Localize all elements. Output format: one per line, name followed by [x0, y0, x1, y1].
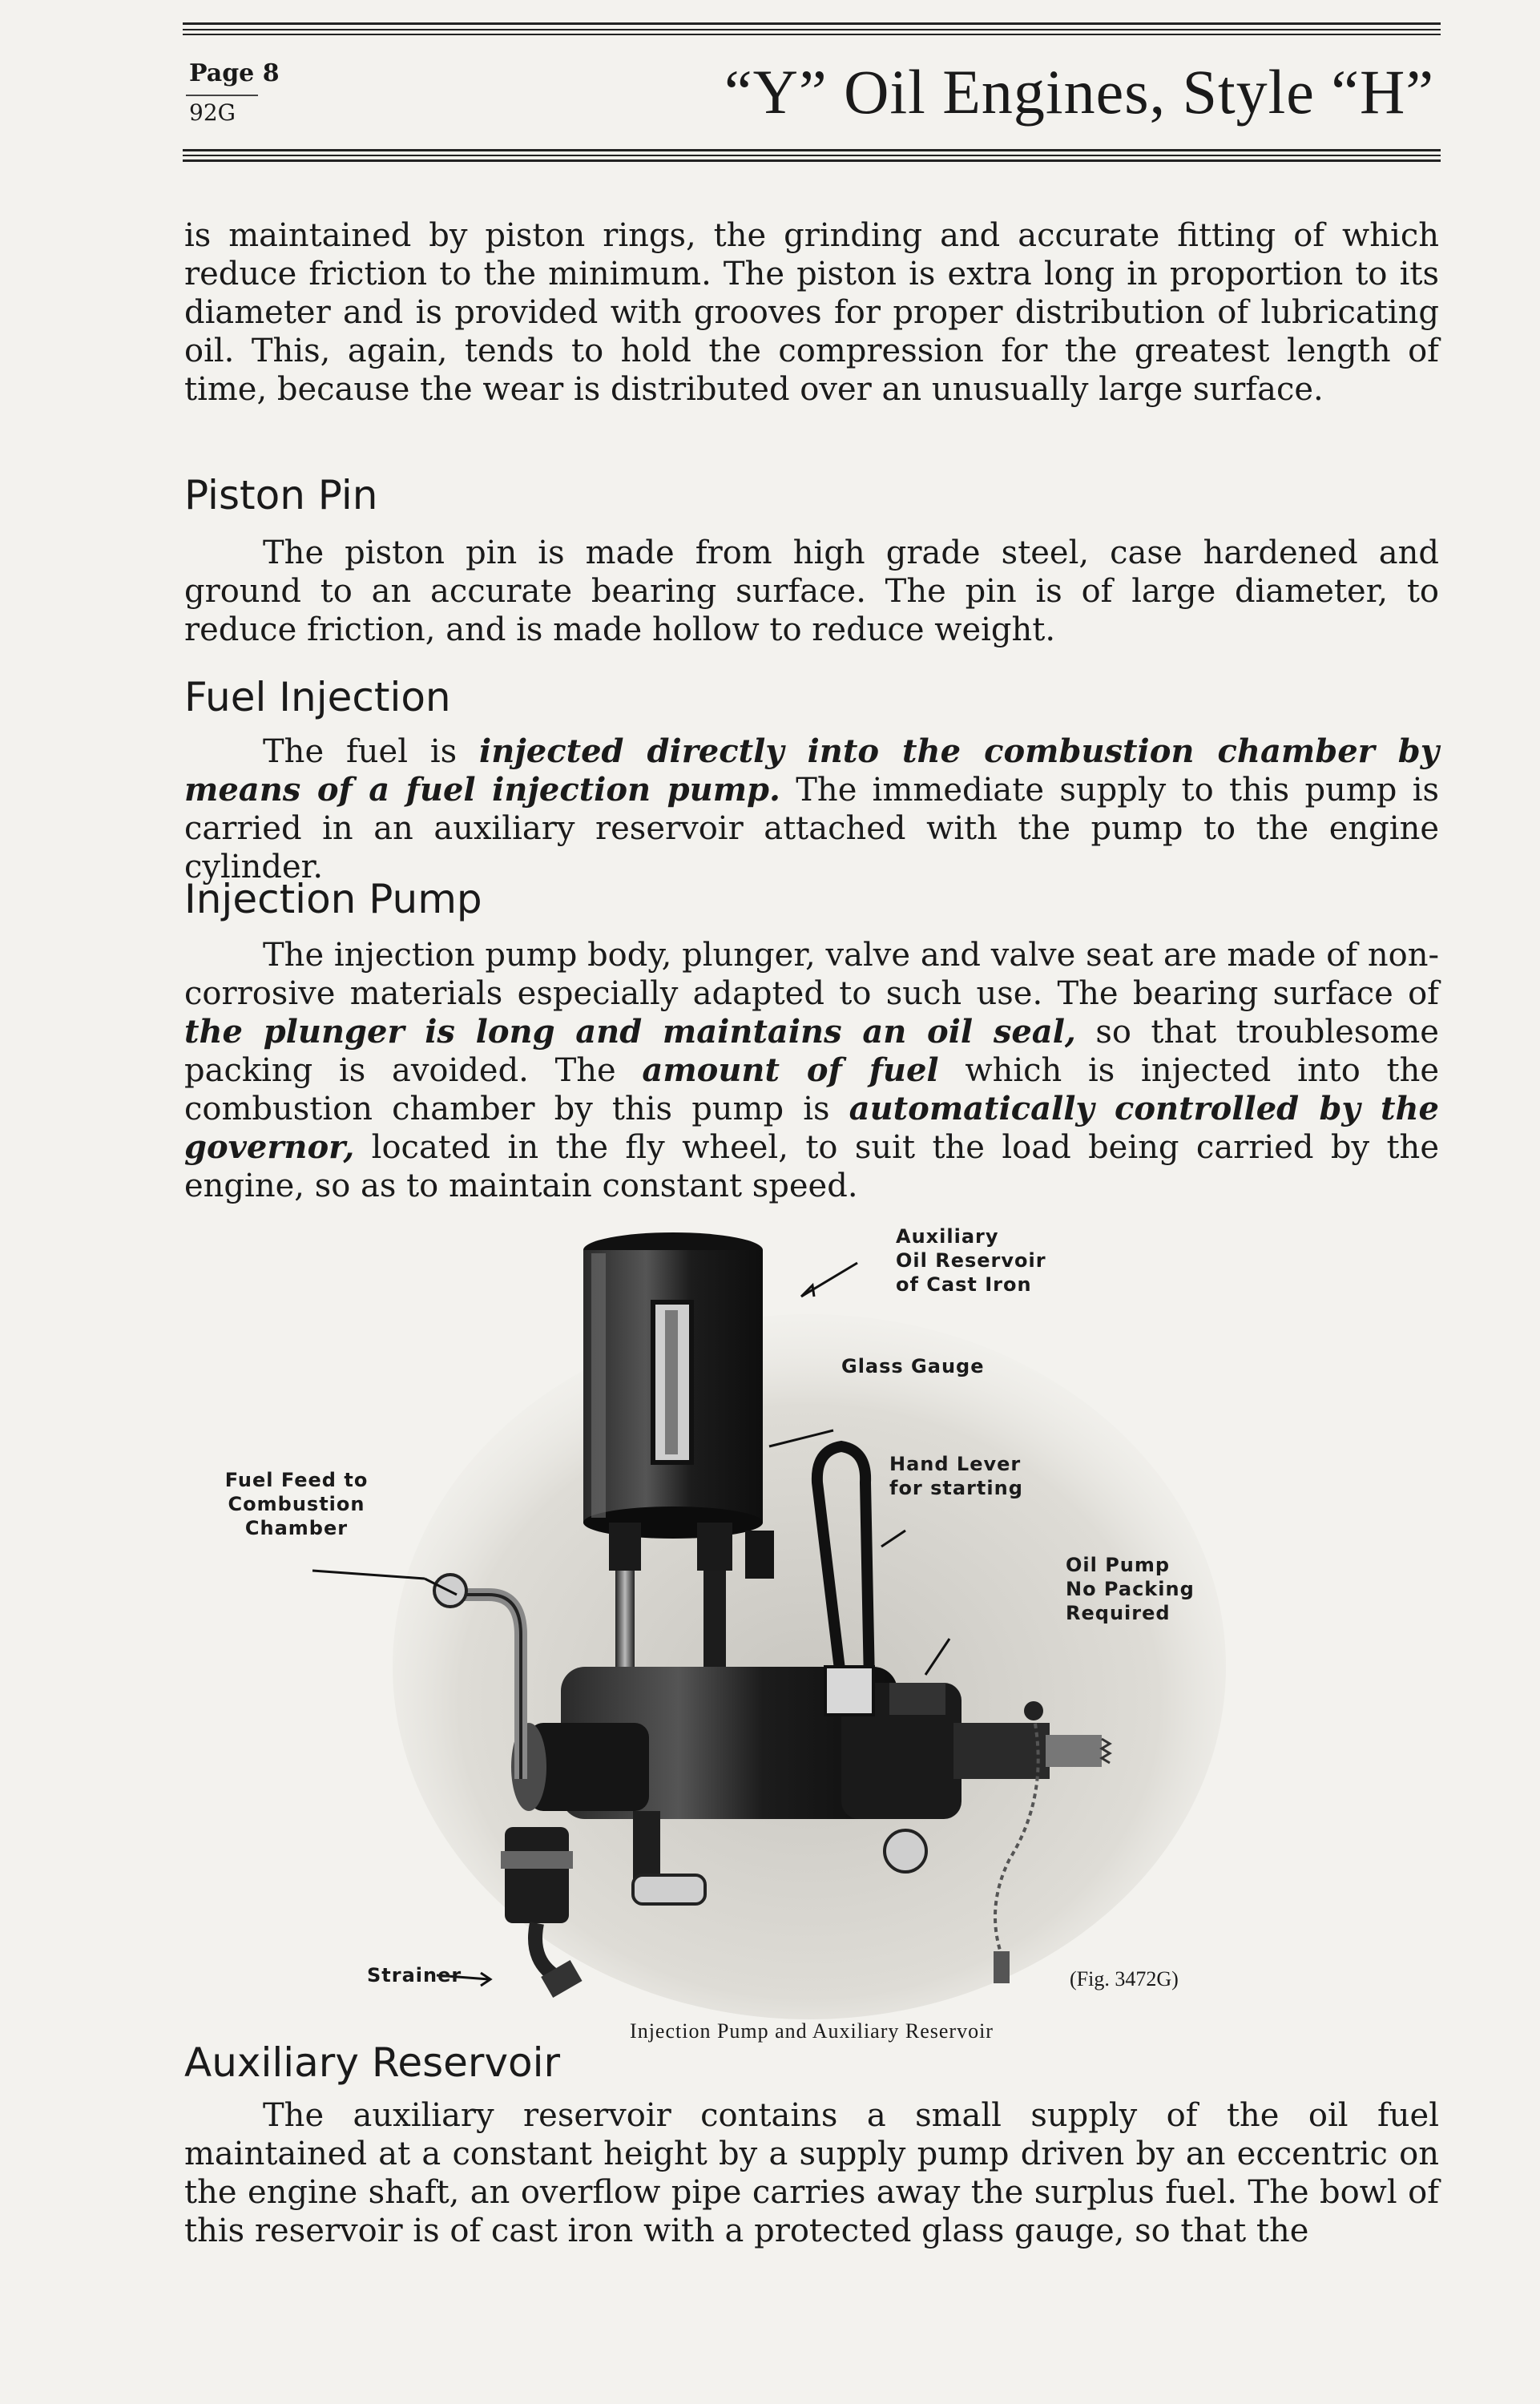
auxiliary-reservoir-heading: Auxiliary Reservoir	[184, 2039, 561, 2086]
hand-lever-label: Hand Lever for starting	[889, 1453, 1023, 1499]
fuel-amount-emphasis: amount of fuel	[642, 1051, 939, 1089]
injection-pump-figure	[184, 1218, 1439, 2043]
glass-gauge	[653, 1302, 691, 1462]
plunger-emphasis: the plunger is long and maintains an oil seal,	[184, 1013, 1076, 1051]
injection-pump-heading: Injection Pump	[184, 876, 482, 922]
aux-reservoir-label: Auxiliary Oil Reservoir of Cast Iron	[896, 1225, 1046, 1296]
fuel-injection-heading: Fuel Injection	[184, 674, 451, 720]
page-code-divider	[186, 95, 258, 96]
piston-pin-paragraph: The piston pin is made from high grade steel, case hardened and ground to an accurate bearing surface. The pin is of large diameter, to reduce friction, and is made hollow to reduce weight.	[184, 534, 1439, 648]
figure-number: (Fig. 3472G)	[1070, 1967, 1179, 1991]
page-number: Page 8	[189, 59, 280, 87]
oil-pump-label: Oil Pump No Packing Required	[1066, 1554, 1195, 1624]
intro-paragraph: is maintained by piston rings, the grinding and accurate fitting of which reduce friction to the minimum. The piston is extra long in proportion to its diameter and is provided with grooves for proper distribution of lubricating oil. This, again, tends to hold the compression for the greatest length of time, because the wear is distributed over an unusually large surface.	[184, 217, 1439, 408]
fuel-injection-emphasis: injected directly into the combustion chamber by means of a fuel injection pump.	[184, 732, 1440, 809]
injection-pump-paragraph: The injection pump body, plunger, valve and valve seat are made of non-corrosive materials especially adapted to such use. The bearing surface of the plunger is long and maintains an oil seal, so that troublesome packing is avoided. The amount of fuel which is injected into the combustion chamber by this pump is automatically controlled by the governor, located in the fly wheel, to suit the load being carried by the engine, so as to maintain constant speed.	[184, 937, 1440, 1204]
glass-gauge-label: Glass Gauge	[841, 1355, 985, 1377]
injection-pump-illustration	[184, 1218, 1439, 2019]
fuel-injection-paragraph: The fuel is injected directly into the combustion chamber by means of a fuel injection pump. The immediate supply to this pump is carried in an auxiliary reservoir attached with the pump to the engine cylinder.	[184, 732, 1440, 885]
auxiliary-reservoir-paragraph: The auxiliary reservoir contains a small supply of the oil fuel maintained at a constant height by a supply pump driven by an eccentric on the engine shaft, an overflow pipe carries away the surplus fuel. The bowl of this reservoir is of cast iron with a protected glass gauge, so that the	[184, 2097, 1439, 2249]
piston-pin-heading: Piston Pin	[184, 472, 378, 518]
figure-caption: Injection Pump and Auxiliary Reservoir	[630, 2019, 994, 2043]
governor-emphasis: automatically controlled by the governor,	[184, 1090, 1439, 1166]
fuel-feed-label: Fuel Feed to Combustion Chamber	[224, 1469, 369, 1539]
strainer-label: Strainer	[367, 1964, 462, 1987]
page-title: “Y” Oil Engines, Style “H”	[724, 57, 1434, 127]
page-code: 92G	[189, 99, 236, 126]
